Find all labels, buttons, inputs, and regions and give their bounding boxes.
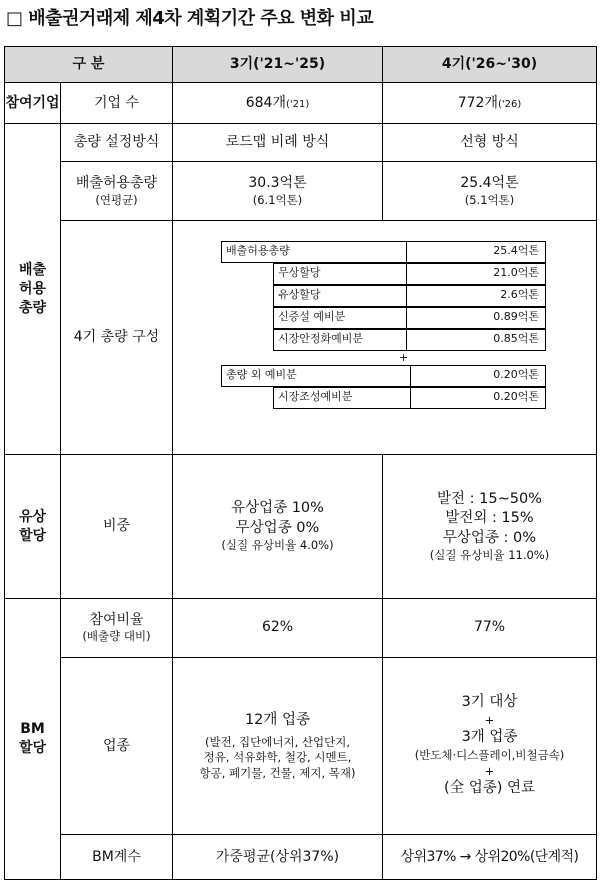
row-label-composition: 4기 총량 구성 [61, 220, 173, 455]
table-row [5, 162, 597, 221]
period4-bm-coef: 상위37% → 상위20%(단계적) [383, 835, 597, 880]
composition-label: 신증설 예비분 [273, 307, 407, 329]
composition-row [221, 307, 546, 329]
period4-auction-share: 발전 : 15~50% 발전외 : 15% 무상업종 : 0% (실질 유상비율 11.0%) [383, 455, 597, 599]
table-row [5, 657, 597, 835]
row-label-cap-total: 배출허용총량 (연평균) [61, 162, 173, 221]
period4-cap-total: 25.4억톤 (5.1억톤) [383, 162, 597, 221]
table-row [5, 220, 597, 455]
header-category: 구 분 [5, 47, 173, 83]
header-period4: 4기('26~'30) [383, 47, 597, 83]
header-period3: 3기('21~'25) [173, 47, 383, 83]
row-label-bm-coef: BM계수 [61, 835, 173, 880]
table-header-row [5, 47, 597, 83]
period3-bm-ratio: 62% [173, 598, 383, 657]
composition-table [221, 241, 546, 409]
row-label-bm-sector: 업종 [61, 657, 173, 835]
table-row [5, 455, 597, 599]
composition-row [221, 329, 546, 351]
period3-bm-sector: 12개 업종 (발전, 집단에너지, 산업단지, 정유, 석유화학, 철강, 시멘트, 항공, 폐기물, 건물, 제지, 목재) [173, 657, 383, 835]
composition-label: 총량 외 예비분 [221, 365, 411, 387]
comparison-table [4, 46, 597, 880]
composition-label: 시장조성예비분 [273, 387, 411, 409]
period4-bm-sector: 3기 대상 + 3개 업종 (반도체·디스플레이,비철금속) + (全 업종) 연료 [383, 657, 597, 835]
period3-auction-share: 유상업종 10% 무상업종 0% (실질 유상비율 4.0%) [173, 455, 383, 599]
table-row [5, 83, 597, 123]
composition-value: 0.85억톤 [406, 329, 546, 351]
composition-value: 25.4억톤 [406, 241, 546, 263]
composition-label: 배출허용총량 [221, 241, 407, 263]
composition-plus-sign: + [398, 350, 409, 364]
composition-cell [173, 220, 597, 455]
period4-bm-ratio: 77% [383, 598, 597, 657]
row-label-bm-ratio: 참여비율 (배출량 대비) [61, 598, 173, 657]
period3-bm-coef: 가중평균(상위37%) [173, 835, 383, 880]
row-label-cap-method: 총량 설정방식 [61, 123, 173, 161]
period3-cap-total: 30.3억톤 (6.1억톤) [173, 162, 383, 221]
page-title: □ 배출권거래제 제4차 계획기간 주요 변화 비교 [6, 8, 374, 29]
composition-value: 0.89억톤 [406, 307, 546, 329]
table-row [5, 598, 597, 657]
composition-label: 무상할당 [273, 263, 407, 285]
composition-row [221, 241, 546, 263]
period4-company-count: 772개('26) [383, 83, 597, 123]
composition-row [221, 285, 546, 307]
composition-value: 21.0억톤 [406, 263, 546, 285]
row-label-auction-share: 비중 [61, 455, 173, 599]
table-row [5, 835, 597, 880]
category-cap: 배출 허용 총량 [5, 123, 61, 455]
period4-cap-method: 선형 방식 [383, 123, 597, 161]
composition-row [221, 365, 546, 387]
category-auction: 유상 할당 [5, 455, 61, 599]
row-label-company-count: 기업 수 [61, 83, 173, 123]
category-participants: 참여기업 [5, 83, 61, 123]
composition-value: 0.20억톤 [410, 365, 546, 387]
category-bm: BM 할당 [5, 598, 61, 879]
composition-label: 유상할당 [273, 285, 407, 307]
composition-label: 시장안정화예비분 [273, 329, 407, 351]
composition-value: 0.20억톤 [410, 387, 546, 409]
composition-row [221, 263, 546, 285]
period3-company-count: 684개('21) [173, 83, 383, 123]
composition-row [221, 387, 546, 409]
period3-cap-method: 로드맵 비례 방식 [173, 123, 383, 161]
composition-value: 2.6억톤 [406, 285, 546, 307]
table-row [5, 123, 597, 161]
